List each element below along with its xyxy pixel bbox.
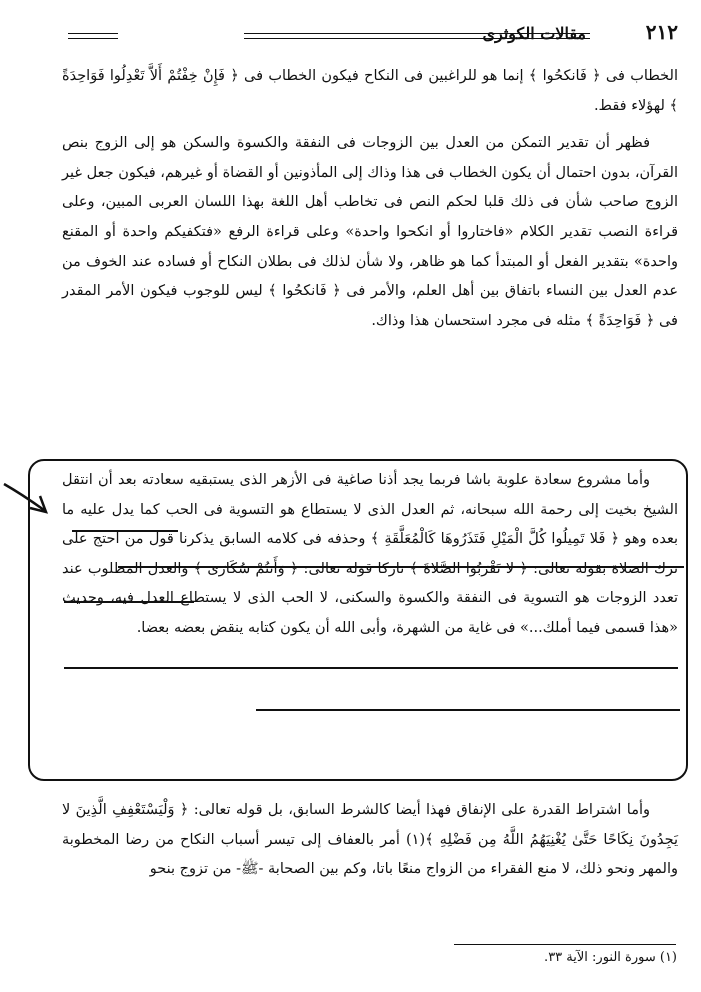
boxed-paragraph — [62, 466, 678, 644]
closing-paragraph — [62, 796, 678, 885]
paragraph: الخطاب فى ﴿ فَانكحُوا ﴾ إنما هو للراغبين فى النكاح فيكون الخطاب فى ﴿ فَإِنْ خِفْتُمْ أَلاَّ تَعْدِلُوا فَوَاحِدَةً ﴾ لهؤلاء فقط. — [62, 68, 678, 114]
underline-mark — [64, 601, 194, 603]
paragraph: وأما مشروع سعادة علوبة باشا فربما يجد أذنا صاغية فى الأزهر الذى يستبقيه سعادته بعد أن انتقل الشيخ بخيت إلى رحمة الله سبحانه، ثم العدل الذى لا يستطاع هو التسوية فى الحب كما يدل عليه ما بعده وهو ﴿ فَلا تَمِيلُوا كُلَّ الْمَيْلِ فَتَذَرُوهَا كَالْمُعَلَّقَةِ ﴾ وحذفه فى كلامه السابق يذكرنا قول من احتج على ترك الصلاة بقوله تعالى: ﴿ لا تَقْرَبُوا الصَّلاةَ ﴾ تاركا قوله تعالى: ﴿ وَأَنتُمْ سُكَارَى ﴾ والعدل المطلوب عند تعدد الزوجات هو التسوية فى النفقة والكسوة والسكنى، لا الحب الذى لا يستطاع العدل فيه، وحديث «هذا قسمى فيما أملك...» فى غاية من الشهرة، وأبى الله أن يكون كتابه ينقض بعضه بعضا. — [62, 472, 678, 636]
footnote-rule — [454, 944, 676, 945]
page-number: ٢١٢ — [645, 20, 678, 44]
underline-mark — [256, 709, 680, 711]
arrow-icon — [0, 478, 56, 518]
paragraph: فظهر أن تقدير التمكن من العدل بين الزوجات فى النفقة والكسوة والسكن هو إلى الزوج بنص القرآن، بدون احتمال أن يكون الخطاب فى هذا وذاك إلى المأذونين أو القضاة أو غيرهم، فيكون جعل غير الزوج صاحب شأن فى ذلك قلبا لحكم النص فى تخاطب أهل اللغة بهذا اللسان العربى المبين، وعلى قراءة النصب تقدير الكلام «فاختاروا أو انكحوا واحدة» وعلى قراءة الرفع «فتكفيكم واحدة أو المقنع واحدة» بتقدير الفعل أو المبتدأ كما هو ظاهر، ولا شأن لذلك فى بطلان النكاح أو فساده عند الخوف من عدم العدل بين النساء باتفاق بين أهل العلم، والأمر فى ﴿ فَانكحُوا ﴾ ليس للوجوب فيكون الأمر المقدر فى ﴿ فَوَاحِدَةً ﴾ مثله فى مجرد استحسان هذا وذاك. — [62, 135, 678, 329]
page-header — [64, 18, 678, 54]
underline-mark — [72, 530, 178, 532]
underline-mark — [118, 566, 684, 568]
paragraph: وأما اشتراط القدرة على الإنفاق فهذا أيضا كالشرط السابق، بل قوله تعالى: ﴿ وَلْيَسْتَعْفِفِ الَّذِينَ لا يَجِدُونَ نِكَاحًا حَتَّىٰ يُغْنِيَهُمُ اللَّهُ مِن فَضْلِهِ ﴾(١) أمر بالعفاف إلى تيسر أسباب النكاح من رضا المخطوبة والمهر ونحو ذلك، لا منع الفقراء من الزواج منعًا باتا، وكم بين الصحابة -ﷺ- من تزوج بنحو — [62, 802, 678, 878]
intro-paragraphs — [62, 62, 678, 336]
header-rule-right — [244, 33, 590, 34]
underline-mark — [64, 667, 678, 669]
header-rule-left — [68, 33, 118, 34]
header-rule-left — [68, 38, 118, 39]
book-title: مقالات الكوثرى — [482, 24, 586, 43]
footnote: (١) سورة النور: الآية ٣٣. — [544, 950, 677, 965]
header-rule-right — [244, 38, 590, 39]
